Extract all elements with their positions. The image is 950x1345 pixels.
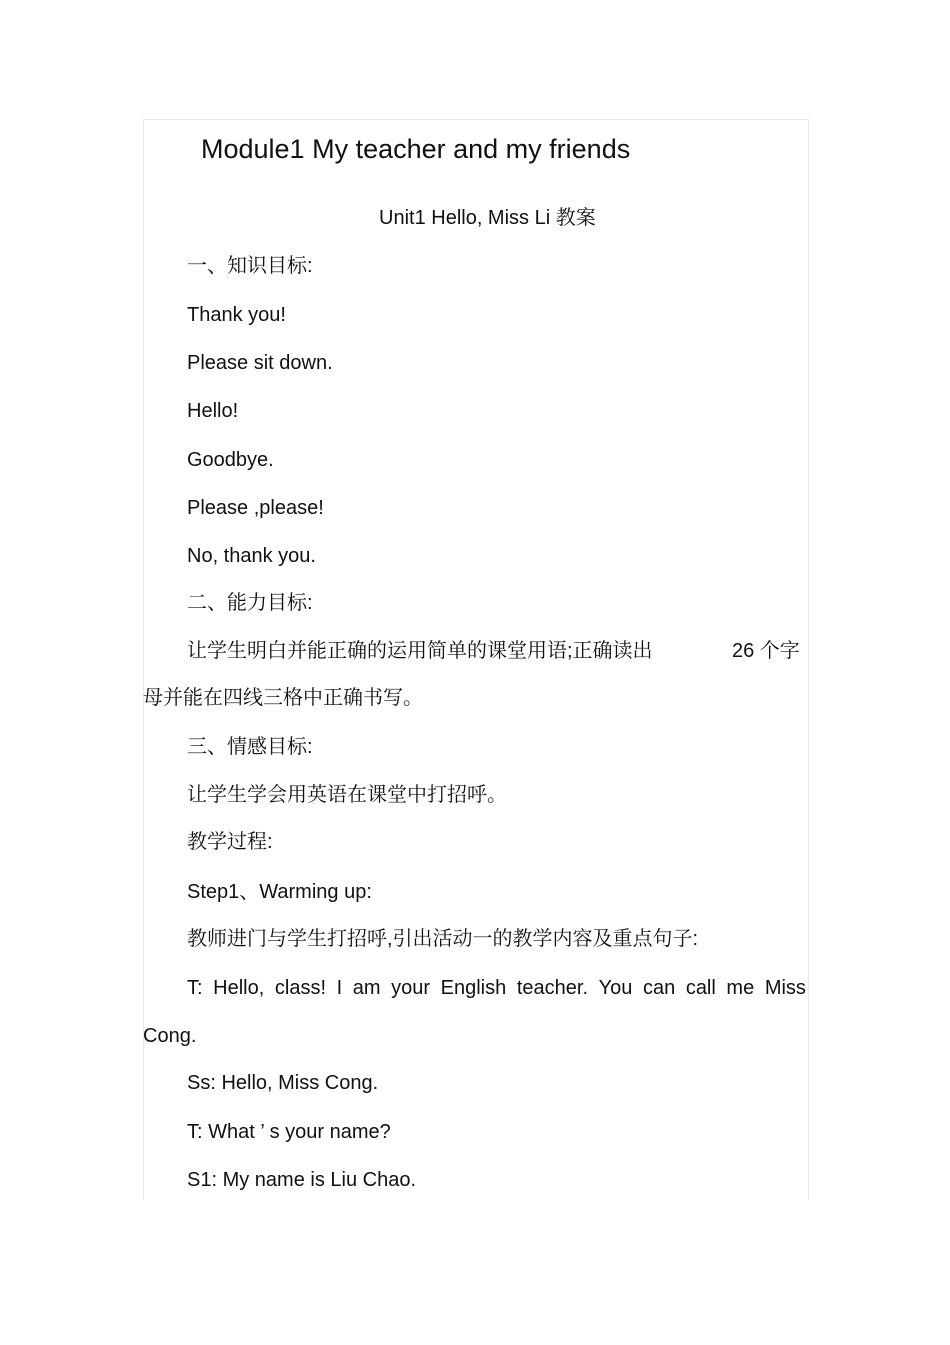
document-title: Module1 My teacher and my friends (201, 134, 631, 164)
ability-text-right: 26 个字 (732, 640, 800, 662)
knowledge-item: Thank you! (187, 304, 286, 326)
dialogue-word: am (352, 977, 381, 999)
dialogue-line-teacher-question: T: What ’ s your name? (187, 1121, 391, 1143)
dialogue-line-students: Ss: Hello, Miss Cong. (187, 1072, 379, 1094)
knowledge-item: Hello! (187, 400, 239, 422)
dialogue-word: T: (187, 977, 203, 999)
knowledge-item: Please sit down. (187, 352, 333, 374)
dialogue-word: me (726, 977, 755, 999)
emotion-text: 让学生学会用英语在课堂中打招呼。 (187, 784, 507, 806)
dialogue-line-continuation: Cong. (143, 1025, 197, 1047)
step1-intro: 教师进门与学生打招呼,引出活动一的教学内容及重点句子: (187, 928, 699, 950)
ability-text-continuation: 母并能在四线三格中正确书写。 (143, 687, 423, 709)
ability-heading: 二、能力目标: (187, 592, 313, 614)
dialogue-word: English (440, 977, 507, 999)
dialogue-word: Hello, (213, 977, 265, 999)
knowledge-item: Please ,please! (187, 497, 324, 519)
dialogue-word: call (685, 977, 716, 999)
dialogue-word: Miss (764, 977, 806, 999)
dialogue-word: teacher. (516, 977, 589, 999)
document-subtitle: Unit1 Hello, Miss Li 教案 (379, 207, 596, 229)
dialogue-line-student-answer: S1: My name is Liu Chao. (187, 1169, 416, 1191)
step1-heading: Step1、Warming up: (187, 881, 372, 903)
knowledge-heading: 一、知识目标: (187, 255, 313, 277)
ability-text-left: 让学生明白并能正确的运用简单的课堂用语;正确读出 (187, 640, 653, 662)
process-heading: 教学过程: (187, 831, 273, 853)
dialogue-word: can (642, 977, 676, 999)
dialogue-word: class! (274, 977, 327, 999)
dialogue-word: your (391, 977, 431, 999)
knowledge-item: No, thank you. (187, 545, 316, 567)
knowledge-item: Goodbye. (187, 449, 274, 471)
dialogue-word: You (598, 977, 633, 999)
emotion-heading: 三、情感目标: (187, 736, 313, 758)
dialogue-word: I (336, 977, 343, 999)
dialogue-line-teacher-intro (187, 976, 806, 1000)
